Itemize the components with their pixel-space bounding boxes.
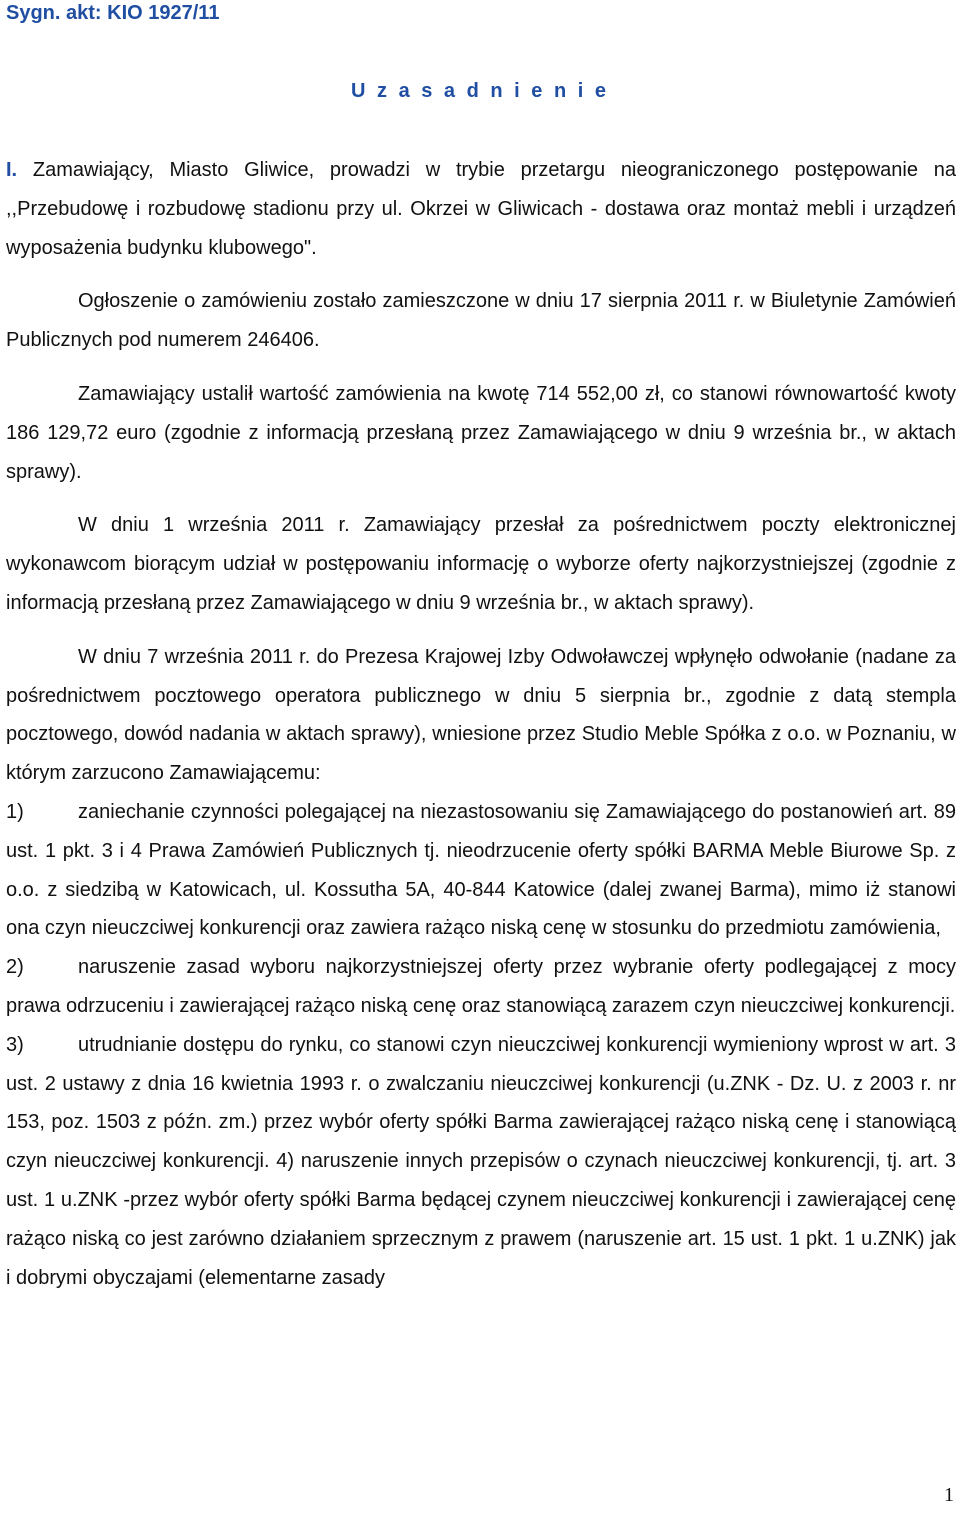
- list-item-1: [6, 793, 956, 948]
- page-number: 1: [944, 1484, 954, 1506]
- list-item-text: utrudnianie dostępu do rynku, co stanowi czyn nieuczciwej konkurencji wymieniony wprost w art. 3 ust. 2 ustawy z dnia 16 kwietnia 1993 r. o zwalczaniu nieuczciwej konkurencji (u.ZNK - Dz. U. z 2003 r. nr 153, poz. 1503 z późn. zm.) przez wybór oferty spółki Barma zawierającej rażąco niską cenę i stanowiącą czyn nieuczciwej konkurencji. 4) naruszenie innych przepisów o czynach nieuczciwej konkurencji, tj. art. 3 ust. 1 u.ZNK -przez wybór oferty spółki Barma będącej czynem nieuczciwej konkurencji i zawierającej cenę rażąco niską co jest zarówno działaniem sprzecznym z prawem (naruszenie art. 15 ust. 1 pkt. 1 u.ZNK) jak i dobrymi obyczajami (elementarne zasady: [6, 1033, 956, 1289]
- document-heading: U z a s a d n i e n i e: [351, 80, 609, 102]
- paragraph-4: W dniu 1 września 2011 r. Zamawiający przesłał za pośrednictwem poczty elektronicznej wykonawcom biorącym udział w postępowaniu informację o wyborze oferty najkorzystniejszej (zgodnie z informacją przesłaną przez Zamawiającego w dniu 9 września br., w aktach sprawy).: [6, 514, 956, 614]
- list-item-number: 1): [6, 800, 24, 823]
- paragraph-1: [6, 151, 956, 267]
- document-body: [6, 151, 956, 1297]
- section-marker: I.: [6, 159, 18, 181]
- list-item-number: 2): [6, 956, 24, 979]
- list-item-text: zaniechanie czynności polegającej na niezastosowaniu się Zamawiającego do postanowień art. 89 ust. 1 pkt. 3 i 4 Prawa Zamówień Publicznych tj. nieodrzucenie oferty spółki BARMA Meble Biurowe Sp. z o.o. z siedzibą w Katowicach, ul. Kossutha 5A, 40-844 Katowice (dalej zwanej Barma), mimo iż stanowi ona czyn nieuczciwej konkurencji oraz zawiera rażąco niską cenę w stosunku do przedmiotu zamówienia,: [6, 800, 956, 940]
- paragraph-1-text: Zamawiający, Miasto Gliwice, prowadzi w trybie przetargu nieograniczonego postępowanie na ,,Przebudowę i rozbudowę stadionu przy ul. Okrzei w Gliwicach - dostawa oraz montaż mebli i urządzeń wyposażenia budynku klubowego".: [6, 159, 956, 259]
- list-item-2: [6, 948, 956, 1026]
- paragraph-3: Zamawiający ustalił wartość zamówienia na kwotę 714 552,00 zł, co stanowi równowartość kwoty 186 129,72 euro (zgodnie z informacją przesłaną przez Zamawiającego w dniu 9 września br., w aktach sprawy).: [6, 382, 956, 483]
- paragraph-2: Ogłoszenie o zamówieniu zostało zamieszczone w dniu 17 sierpnia 2011 r. w Biuletynie Zamówień Publicznych pod numerem 246406.: [6, 290, 956, 352]
- list-item-text: naruszenie zasad wyboru najkorzystniejszej oferty przez wybranie oferty podlegającej z mocy prawa odrzuceniu i zawierającej rażąco niską cenę oraz stanowiącą zarazem czyn nieuczciwej konkurencji.: [6, 956, 956, 1017]
- paragraph-5: W dniu 7 września 2011 r. do Prezesa Krajowej Izby Odwoławczej wpłynęło odwołanie (nadane za pośrednictwem pocztowego operatora publicznego w dniu 5 sierpnia br., zgodnie z datą stempla pocztowego, dowód nadania w aktach sprawy), wniesione przez Studio Meble Spółka z o.o. w Poznaniu, w którym zarzucono Zamawiającemu:: [6, 645, 956, 785]
- list-item-number: 3): [6, 1033, 24, 1056]
- list-item-3: [6, 1026, 956, 1298]
- case-signature: Sygn. akt: KIO 1927/11: [6, 2, 220, 24]
